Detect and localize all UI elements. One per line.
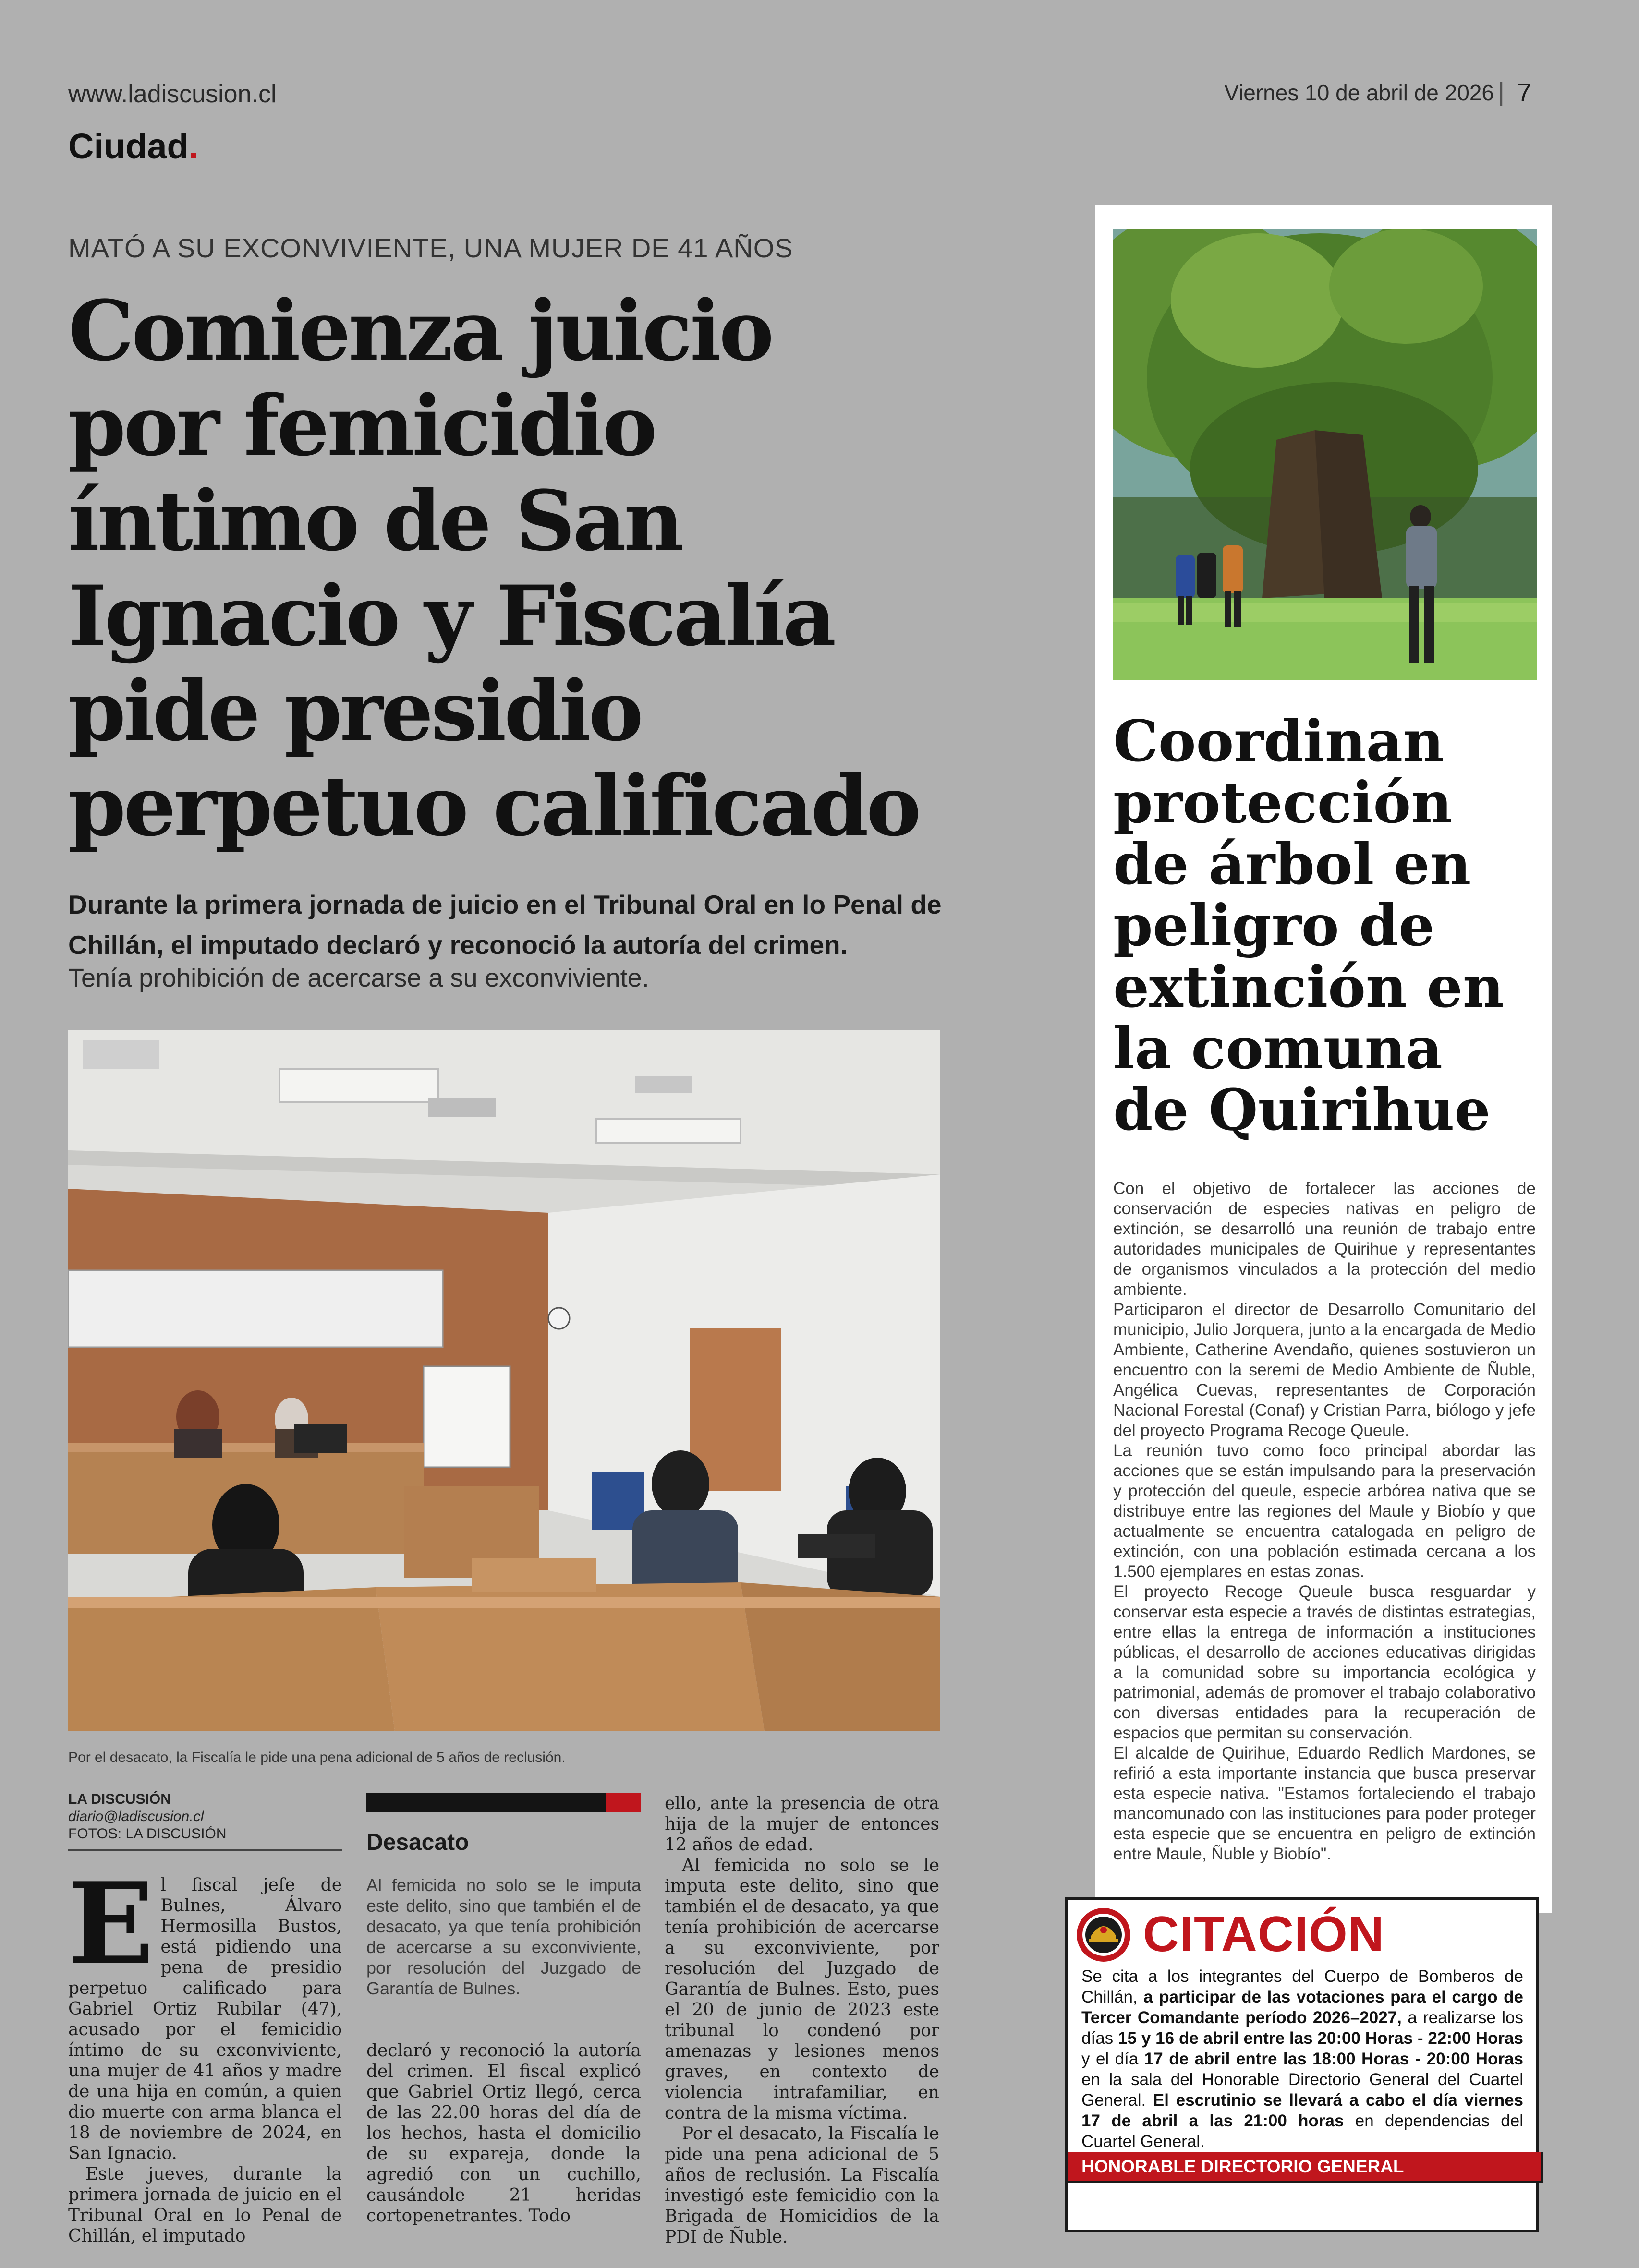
photo-caption: Por el desacato, la Fiscalía le pide una pena adicional de 5 años de reclusión. — [68, 1749, 566, 1765]
headline-line: Comienza juicio — [68, 282, 772, 379]
headline-line: Ignacio y Fiscalía — [68, 567, 834, 664]
body-paragraph: Con el objetivo de fortalecer las acciones de conservación de especies nativas en peligro de extinción, se desarrolló una reunión de trabajo entre autoridades municipales de Quirihue y representantes de organismos vinculados a la protección del medio ambiente. — [1113, 1179, 1536, 1299]
sidebar-title: Desacato — [366, 1830, 469, 1855]
byline-email[interactable]: diario@ladiscusion.cl — [68, 1809, 204, 1824]
page-number: 7 — [1517, 78, 1531, 107]
headline-line: extinción en — [1113, 953, 1504, 1020]
headline-line: por femicidio — [68, 377, 655, 474]
section-dot: . — [188, 126, 199, 166]
headline-line: de árbol en — [1113, 831, 1471, 897]
article-headline — [68, 283, 976, 854]
headline-line: de Quirihue — [1113, 1076, 1491, 1143]
body-paragraph — [68, 1858, 342, 2164]
byline-author: LA DISCUSIÓN — [68, 1791, 171, 1807]
body-paragraph-text: l fiscal jefe de Bulnes, Álvaro Hermosilla Bustos, está pidiendo una pena de presidio perpetuo calificado para Gabriel Ortiz Rubilar (47), acusado por el femicidio íntimo de su exconviviente, una mujer de 41 años y madre de una hija en común, a quien dio muerte con arma blanca el 18 de noviembre de 2024, en San Ignacio. — [68, 1875, 342, 2163]
courtroom-photo — [68, 1030, 940, 1731]
article-kicker: MATÓ A SU EXCONVIVIENTE, UNA MUJER DE 41 AÑOS — [68, 233, 793, 263]
right-article-body — [1113, 1179, 1536, 1864]
body-paragraph: Participaron el director de Desarrollo Comunitario del municipio, Julio Jorquera, junto a la encargada de Medio Ambiente, Catherine Avendaño, quienes sostuvieron un encuentro con la seremi de Medio Ambiente de Ñuble, Angélica Cuevas, representantes de Corporación Nacional Forestal (Conaf) y Cristian Parra, biólogo y jefe del proyecto Programa Recoge Queule. — [1113, 1300, 1536, 1440]
headline-line: la comuna — [1113, 1015, 1443, 1082]
body-paragraph: Por el desacato, la Fiscalía le pide una pena adicional de 5 años de reclusión. La Fiscalía investigó este femicidio con la Brigada de Homicidios de la PDI de Ñuble. — [665, 2124, 939, 2247]
body-paragraph: El proyecto Recoge Queule busca resguardar y conservar esta especie a través de distintas estrategias, entre ellas la entrega de información a instituciones públicas, el desarrollo de acciones educativas dirigidas a la comunidad sobre su importancia ecológica y patrimonial, además de promover el trabajo colaborativo con diversas entidades para la recuperación de espacios que permitan su conservación. — [1113, 1582, 1536, 1742]
body-paragraph: La reunión tuvo como foco principal abordar las acciones que se están impulsando para la preservación y protección del queule, especie arbórea nativa que se distribuye entre las regiones del Maule y Biobío y que actualmente se encuentra catalogada en peligro de extinción, con una población estimada cercana a los 1.500 ejemplares en estas zonas. — [1113, 1441, 1536, 1581]
citacion-text: Se cita a los integrantes del Cuerpo de Bomberos de Chillán, a participar de las votaciones para el cargo de Tercer Comandante período 2026–2027, a realizarse los días 15 y 16 de abril entre las 20:00 Horas - 22:00 Horas y el día 17 de abril entre las 18:00 Horas - 20:00 Horas en la sala del Honorable Directorio General del Cuartel General. El escrutinio se llevará a cabo el día viernes 17 de abril a las 21:00 horas en dependencias del Cuartel General. — [1081, 1967, 1524, 2151]
section-label: Ciudad — [68, 126, 189, 166]
article-subdeck: Tenía prohibición de acercarse a su exconviviente. — [68, 964, 649, 992]
site-url[interactable]: www.ladiscusion.cl — [68, 80, 277, 108]
headline-line: protección — [1113, 769, 1452, 836]
body-paragraph: Este jueves, durante la primera jornada de juicio en el Tribunal Oral en lo Penal de Chillán, el imputado — [68, 2164, 342, 2246]
body-paragraph: Al femicida no solo se le imputa este delito, sino que también el de desacato, ya que tenía prohibición de acercarse a su exconviviente, por resolución del Juzgado de Garantía de Bulnes. Esto, pues el 20 de junio de 2023 este tribunal lo condenó por amenazas y lesiones menos graves, en contexto de violencia intrafamiliar, en contra de la misma víctima. — [665, 1856, 939, 2123]
right-article-headline — [1113, 708, 1536, 1143]
citacion-title: CITACIÓN — [1143, 1906, 1384, 1962]
issue-date: Viernes 10 de abril de 2026 — [1224, 80, 1494, 105]
headline-line: perpetuo calificado — [68, 757, 919, 855]
body-column-1 — [68, 1858, 342, 2246]
tree-photo — [1113, 229, 1537, 680]
section-title — [68, 126, 198, 167]
headline-line: peligro de — [1113, 892, 1435, 959]
byline-photos: FOTOS: LA DISCUSIÓN — [68, 1826, 227, 1842]
headline-line: íntimo de San — [68, 472, 682, 569]
headline-line: Coordinan — [1113, 708, 1444, 774]
sidebar-text: Al femicida no solo se le imputa este delito, sino que también el de desacato, ya que tenía prohibición de acercarse a su exconviviente, por resolución del Juzgado de Garantía de Bulnes. — [366, 1875, 641, 1998]
article-deck: Durante la primera jornada de juicio en el Tribunal Oral en lo Penal de Chillán, el imputado declaró y reconoció la autoría del crimen. — [68, 890, 942, 960]
sidebar-rule — [366, 1793, 641, 1812]
headline-line: pide presidio — [68, 662, 642, 760]
body-column-2: declaró y reconoció la autoría del crimen. El fiscal explicó que Gabriel Ortiz llegó, cerca de las 22.00 horas del día de los hechos, hasta el domicilio de su expareja, donde la agredió con un cuchillo, causándole 21 heridas cortopenetrantes. Todo — [366, 2041, 641, 2226]
byline — [68, 1791, 342, 1851]
firefighter-emblem-icon — [1075, 1906, 1132, 1964]
body-column-3 — [665, 1793, 939, 2247]
drop-cap: E — [68, 1858, 154, 1990]
citacion-footer: HONORABLE DIRECTORIO GENERAL — [1081, 2157, 1404, 2176]
page-separator: | — [1497, 77, 1505, 106]
body-paragraph: El alcalde de Quirihue, Eduardo Redlich Mardones, se refirió a esta importante instancia que busca preservar esta especie nativa. "Estamos fortaleciendo el trabajo mancomunado con las instituciones para poder proteger esta especie que se encuentra en peligro de extinción entre Maule, Ñuble y Biobío". — [1113, 1744, 1536, 1863]
body-paragraph: ello, ante la presencia de otra hija de la mujer de entonces 12 años de edad. — [665, 1794, 939, 1855]
